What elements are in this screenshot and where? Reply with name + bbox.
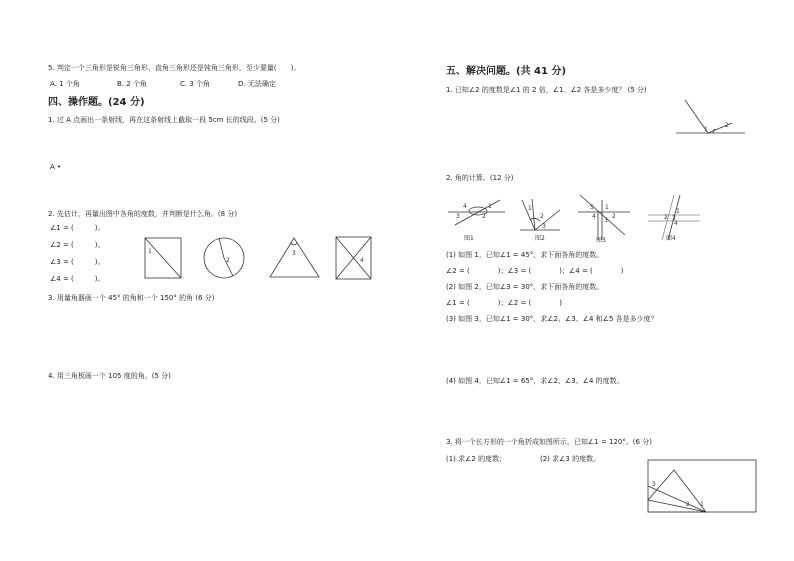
angle-2-answer: ∠2 = ( )。	[50, 241, 105, 249]
q5-option-c: C. 3 个角	[180, 80, 211, 88]
angle-4-answer: ∠4 = ( )。	[50, 275, 105, 283]
s5-question-1: 1. 已知∠2 的度数是∠1 的 2 倍，∠1、∠2 各是多少度？ (5 分)	[446, 86, 647, 94]
fig4-caption: 图4	[666, 235, 676, 242]
fig1-label-1: 1	[488, 203, 492, 210]
fold-crease	[648, 486, 706, 512]
s4-question-3: 3. 用量角器画一个 45° 的角和一个 150° 的角 (6 分)	[48, 294, 215, 302]
folded-flap	[648, 470, 706, 512]
fig3-label-1: 1	[605, 204, 609, 211]
q2-sub-4: (4) 如图 4，已知∠1 = 65°，求∠2、∠3、∠4 的度数。	[446, 377, 624, 385]
angle-1-answer: ∠1 = ( )。	[50, 224, 105, 232]
fig-label-2: 2	[226, 257, 230, 264]
s4-question-2: 2. 先估计，再量出图中各角的度数，并判断是什么角。(8 分)	[48, 210, 238, 218]
q2-sub-1-answers: ∠2 = ( )；∠3 = ( )；∠4 = ( )	[446, 267, 624, 275]
q2-sub-2-answers: ∠1 = ( )；∠2 = ( )	[446, 299, 563, 307]
q1-label-2: 2	[725, 122, 729, 129]
fig4-label-3: 3	[672, 215, 676, 222]
section-4-heading: 四、操作题。(24 分)	[48, 97, 145, 108]
fig2-label-2: 2	[540, 213, 544, 220]
q3-sub-1: (1) 求∠2 的度数；	[446, 455, 507, 463]
fig3-label-4: 4	[592, 213, 596, 220]
q1-label-1: 1	[704, 126, 708, 133]
fig1-label-2: 2	[482, 213, 486, 220]
fig1-label-3: 3	[456, 213, 460, 220]
point-a-dot: •	[57, 163, 62, 171]
fig4-label-4: 4	[674, 220, 678, 227]
q5-option-d: D. 无法确定	[238, 80, 276, 88]
fig1-caption: 图1	[464, 235, 474, 242]
fig3-caption: 图3	[596, 237, 606, 244]
question-5-text: 5. 判定一个三角形是锐角三角形、直角三角形还是钝角三角形，至少要量( )。	[48, 64, 301, 72]
fig2-caption: 图2	[535, 235, 545, 242]
angle-3-answer: ∠3 = ( )。	[50, 258, 105, 266]
fig-label-3: 3	[292, 250, 296, 257]
s4-question-1: 1. 过 A 点画出一条射线，再在这条射线上截取一段 5cm 长的线段。(5 分)	[48, 116, 280, 124]
fig4-label-1: 1	[676, 208, 680, 215]
fig1-label-4: 4	[463, 203, 467, 210]
q3-sub-2: (2) 求∠3 的度数。	[540, 455, 601, 463]
fig2-label-3: 3	[542, 223, 546, 230]
q2-sub-2: (2) 如图 2，已知∠3 = 30°，求下面各角的度数。	[446, 283, 604, 291]
fig2-label-1: 1	[528, 205, 532, 212]
fold-label-2: 2	[686, 501, 690, 508]
fold-label-3: 3	[652, 481, 656, 488]
q5-option-a: A. 1 个角	[50, 80, 80, 88]
s5-question-3: 3. 将一个长方形的一个角折成如图所示，已知∠1 = 120°。(6 分)	[446, 438, 652, 446]
s4-question-4: 4. 用三角板画一个 105 度的角。(5 分)	[48, 372, 171, 380]
s5-question-2: 2. 角的计算。(12 分)	[446, 174, 514, 182]
q2-sub-3: (3) 如图 3，已知∠1 = 30°，求∠2、∠3、∠4 和∠5 各是多少度？	[446, 315, 658, 323]
fig3-label-3: 3	[604, 217, 608, 224]
q5-option-b: B. 2 个角	[117, 80, 147, 88]
q2-sub-1: (1) 如图 1，已知∠1 = 45°，求下面各角的度数。	[446, 251, 604, 259]
fold-label-1: 1	[700, 501, 704, 508]
section-5-heading: 五、解决问题。(共 41 分)	[446, 66, 567, 77]
fig-label-1: 1	[148, 248, 152, 255]
fig4-label-2: 2	[664, 214, 668, 221]
fig-label-4: 4	[360, 257, 364, 264]
fig3-label-5: 5	[590, 204, 594, 211]
point-a-letter: A	[50, 163, 55, 171]
fig3-label-2: 2	[612, 213, 616, 220]
